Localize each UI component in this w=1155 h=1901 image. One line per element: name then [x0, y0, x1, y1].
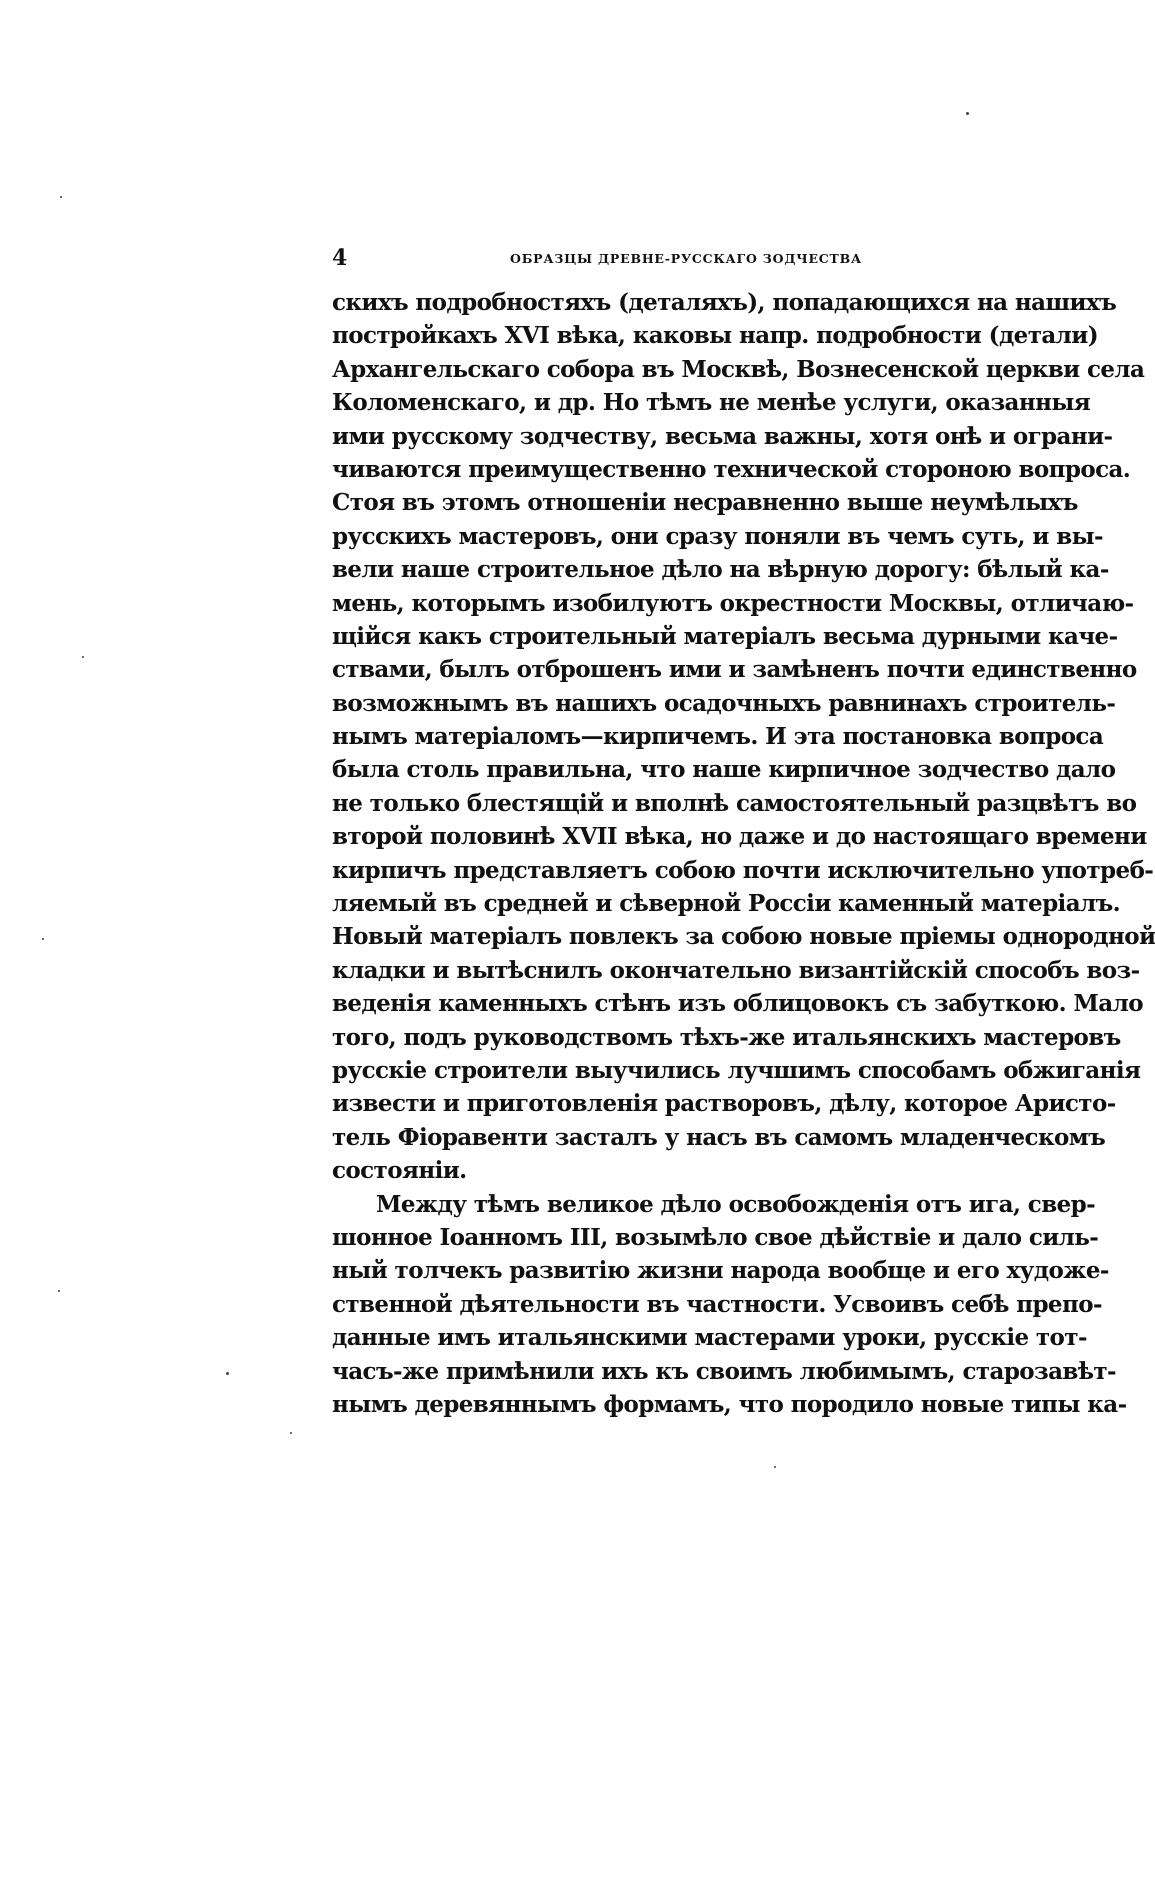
text-line: шонное Іоанномъ III, возымѣло свое дѣйствіе и дало силь- [332, 1223, 1099, 1251]
body-text [332, 286, 1155, 1421]
text-line: ими русскому зодчеству, весьма важны, хотя онѣ и ограни- [332, 422, 1113, 450]
scan-speck [226, 1372, 229, 1375]
text-line: мень, которымъ изобилуютъ окрестности Москвы, отличаю- [332, 589, 1134, 617]
text-line: тель Фіоравенти засталъ у насъ въ самомъ младенческомъ [332, 1123, 1106, 1151]
text-line: ственной дѣятельности въ частности. Усвоивъ себѣ препо- [332, 1290, 1102, 1318]
page-header [332, 246, 1012, 270]
text-line: нымъ матеріаломъ—кирпичемъ. И эта постановка вопроса [332, 723, 1104, 751]
paragraph-end-line: состояніи. [332, 1157, 467, 1185]
text-line: возможнымъ въ нашихъ осадочныхъ равнинахъ строитель- [332, 689, 1116, 717]
text-line: скихъ подробностяхъ (деталяхъ), попадающихся на нашихъ [332, 289, 1117, 316]
text-line: щійся какъ строительный матеріалъ весьма дурными каче- [332, 622, 1118, 650]
scan-speck [58, 1290, 60, 1292]
text-line: того, подъ руководствомъ тѣхъ-же итальянскихъ мастеровъ [332, 1023, 1121, 1051]
scan-speck [42, 938, 44, 940]
text-line: кирпичъ представляетъ собою почти исключительно употреб- [332, 856, 1154, 884]
text-line: извести и приготовленія растворовъ, дѣлу, которое Аристо- [332, 1090, 1116, 1118]
text-line: ствами, былъ отброшенъ ими и замѣненъ почти единственно [332, 656, 1137, 684]
text-line: русскихъ мастеровъ, они сразу поняли въ чемъ суть, и вы- [332, 522, 1103, 550]
text-line: второй половинѣ XVII вѣка, но даже и до настоящаго времени [332, 823, 1147, 851]
scan-speck [82, 656, 84, 658]
text-line: вели наше строительное дѣло на вѣрную дорогу: бѣлый ка- [332, 556, 1109, 584]
text-line: была столь правильна, что наше кирпичное зодчество дало [332, 756, 1116, 784]
paragraph-start-line: Между тѣмъ великое дѣло освобожденія отъ ига, свер- [376, 1190, 1096, 1218]
text-line: чиваются преимущественно технической стороною вопроса. [332, 455, 1131, 483]
text-line: часъ-же примѣнили ихъ къ своимъ любимымъ, старозавѣт- [332, 1357, 1116, 1385]
text-line: постройкахъ XVI вѣка, каковы напр. подробности (детали) [332, 322, 1099, 350]
text-line: Новый матеріалъ повлекъ за собою новые пріемы однородной [332, 923, 1155, 951]
scan-speck [60, 196, 62, 198]
scan-speck [966, 112, 969, 115]
text-line: ляемый въ средней и сѣверной Россіи каменный матеріалъ. [332, 890, 1121, 918]
text-line: не только блестящій и вполнѣ самостоятельный разцвѣтъ во [332, 789, 1137, 817]
page-number: 4 [332, 245, 348, 271]
text-line: веденія каменныхъ стѣнъ изъ облицовокъ съ забуткою. Мало [332, 990, 1143, 1018]
text-line: кладки и вытѣснилъ окончательно византійскій способъ воз- [332, 956, 1140, 984]
text-line: русскіе строители выучились лучшимъ способамъ обжиганія [332, 1056, 1141, 1084]
text-line: ный толчекъ развитію жизни народа вообще и его художе- [332, 1257, 1109, 1285]
running-title: ОБРАЗЦЫ ДРЕВНЕ-РУССКАГО ЗОДЧЕСТВА [510, 251, 862, 266]
text-line: Стоя въ этомъ отношеніи несравненно выше неумѣлыхъ [332, 489, 1078, 517]
text-line: нымъ деревяннымъ формамъ, что породило новые типы ка- [332, 1390, 1127, 1418]
text-line: данные имъ итальянскими мастерами уроки, русскіе тот- [332, 1324, 1087, 1352]
text-line: Коломенскаго, и др. Но тѣмъ не менѣе услуги, оказанныя [332, 389, 1091, 417]
text-line: Архангельскаго собора въ Москвѣ, Вознесенской церкви села [332, 355, 1145, 383]
scan-speck [774, 1466, 776, 1468]
scan-speck [290, 1432, 292, 1434]
